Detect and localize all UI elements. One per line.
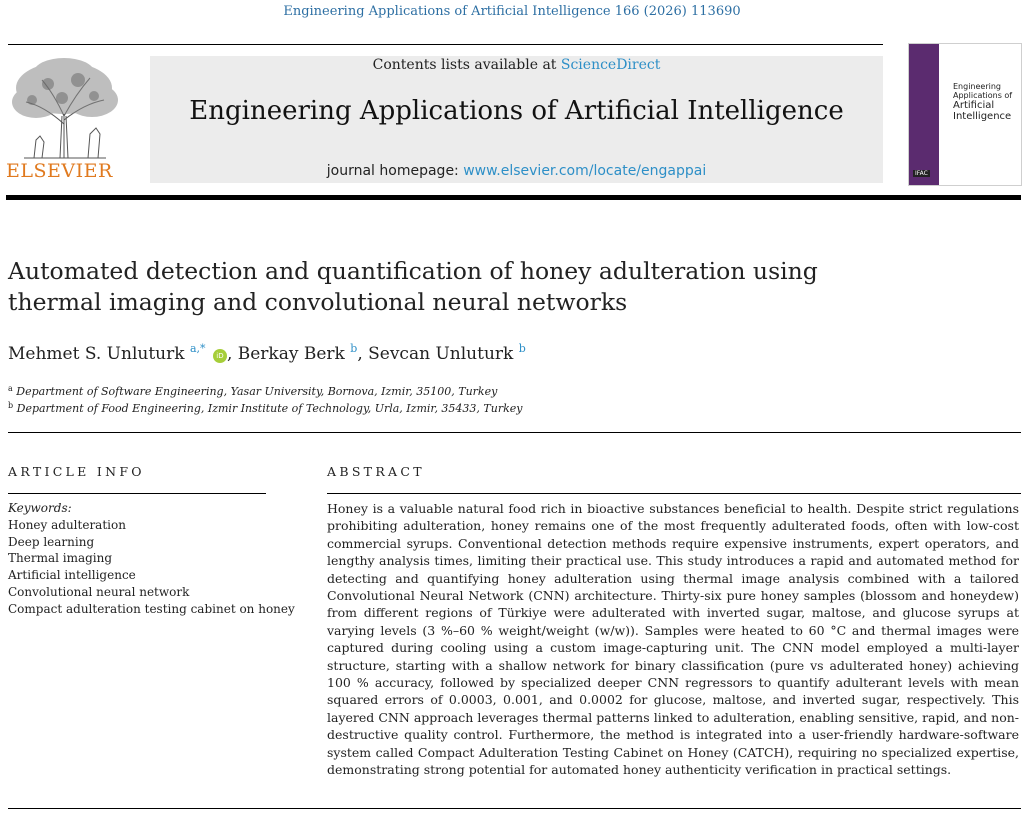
author-name[interactable]: Berkay Berk xyxy=(237,344,345,364)
cover-title xyxy=(953,82,1021,122)
keyword-item: Artificial intelligence xyxy=(8,568,136,583)
affiliation-a xyxy=(8,384,497,398)
affiliation-text: Department of Software Engineering, Yasar University, Bornova, Izmir, 35100, Turkey xyxy=(16,385,498,398)
affiliation-mark: b xyxy=(8,401,14,410)
journal-citation[interactable]: Engineering Applications of Artificial Intelligence 166 (2026) 113690 xyxy=(283,4,741,19)
article-title-line-2: thermal imaging and convolutional neural networks xyxy=(8,288,628,316)
sciencedirect-link[interactable]: ScienceDirect xyxy=(560,57,661,73)
abstract-rule xyxy=(327,493,1021,494)
keyword-list xyxy=(8,517,308,617)
contents-line xyxy=(150,57,883,73)
article-title xyxy=(8,256,928,318)
author-affil-mark[interactable]: b xyxy=(518,342,526,355)
orcid-icon[interactable]: iD xyxy=(213,349,227,363)
author-name[interactable]: Sevcan Unluturk xyxy=(368,344,514,364)
header-rule xyxy=(8,44,883,45)
header-thick-rule xyxy=(6,195,1021,200)
affiliation-mark: a xyxy=(8,384,13,393)
elsevier-tree-icon xyxy=(4,54,126,162)
journal-homepage xyxy=(150,163,883,179)
contents-prefix: Contents lists available at xyxy=(372,57,561,73)
footer-rule xyxy=(8,808,1021,809)
keyword-item: Honey adulteration xyxy=(8,518,126,532)
article-title-line-1: Automated detection and quantification of honey adulteration using xyxy=(8,257,818,285)
article-info-heading: ARTICLE INFO xyxy=(8,464,145,479)
author-list: Mehmet S. Unluturk $^{a,*}$ iD , Berkay Berk $^b$, Sevcan Unluturk $^b$ xyxy=(8,342,526,364)
author-affil-mark[interactable]: b xyxy=(350,342,358,355)
homepage-link[interactable]: www.elsevier.com/locate/engappai xyxy=(463,163,707,179)
cover-title-big: Artificial Intelligence xyxy=(953,100,1012,122)
article-info-rule xyxy=(8,493,266,494)
cover-stripe xyxy=(909,44,939,185)
cover-badge: IFAC xyxy=(915,170,928,177)
keyword-item: Deep learning xyxy=(8,534,95,549)
author-affil-mark[interactable]: a,* xyxy=(189,342,206,355)
abstract-heading: ABSTRACT xyxy=(327,464,425,479)
keyword-item: Compact adulteration testing cabinet on honey xyxy=(8,601,295,616)
cover-title-small: Engineering Applications of xyxy=(953,82,1013,100)
homepage-prefix: journal homepage: xyxy=(326,163,464,179)
keyword-item: Thermal imaging xyxy=(8,551,113,566)
keyword-item: Convolutional neural network xyxy=(8,584,190,599)
affiliation-b xyxy=(8,401,523,415)
journal-cover xyxy=(908,43,1022,186)
keywords-label: Keywords: xyxy=(8,501,72,515)
abstract-body: Honey is a valuable natural food rich in bioactive substances beneficial to health. Despite strict regulations prohibiting adulteration, honey remains one of the most frequently adulterated foods, often with low-cost commercial syrups. Conventional detection methods require expensive instruments, expert operators, and lengthy analysis times, limiting their practical use. This study introduces a rapid and automated method for detecting and quantifying honey adulteration using thermal image analysis combined with a tailored Convolutional Neural Network (CNN) architecture. Thirty-six pure honey samples (blossom and honeydew) from different regions of Türkiye were adulterated with inverted sugar, maltose, and glucose syrups at varying levels (3 %–60 % weight/weight (w/w)). Samples were heated to 60 °C and thermal images were captured during cooling using a custom image-capturing unit. The CNN model employed a multi-layer structure, starting with a shallow network for binary classification (pure vs adulterated honey) achieving 100 % accuracy, followed by specialized deeper CNN regressors to quantify adulterant levels with mean squared errors of 0.0003, 0.001, and 0.0002 for glucose, maltose, and inverted sugar, respectively. This layered CNN approach leverages thermal patterns linked to adulteration, enabling sensitive, rapid, and non-destructive quality control. Furthermore, the method is integrated into a user-friendly hardware-software system called Compact Adulteration Testing Cabinet on Honey (CATCH), requiring no specialized expertise, demonstrating strong potential for automated honey authenticity verification in practical settings. xyxy=(327,501,1019,778)
journal-title: Engineering Applications of Artificial Intelligence xyxy=(189,96,844,126)
affiliation-text: Department of Food Engineering, Izmir Institute of Technology, Urla, Izmir, 35433, Turkey xyxy=(16,402,523,415)
publisher-wordmark: ELSEVIER xyxy=(6,160,113,182)
author-name[interactable]: Mehmet S. Unluturk xyxy=(8,344,185,364)
section-rule xyxy=(8,432,1021,433)
